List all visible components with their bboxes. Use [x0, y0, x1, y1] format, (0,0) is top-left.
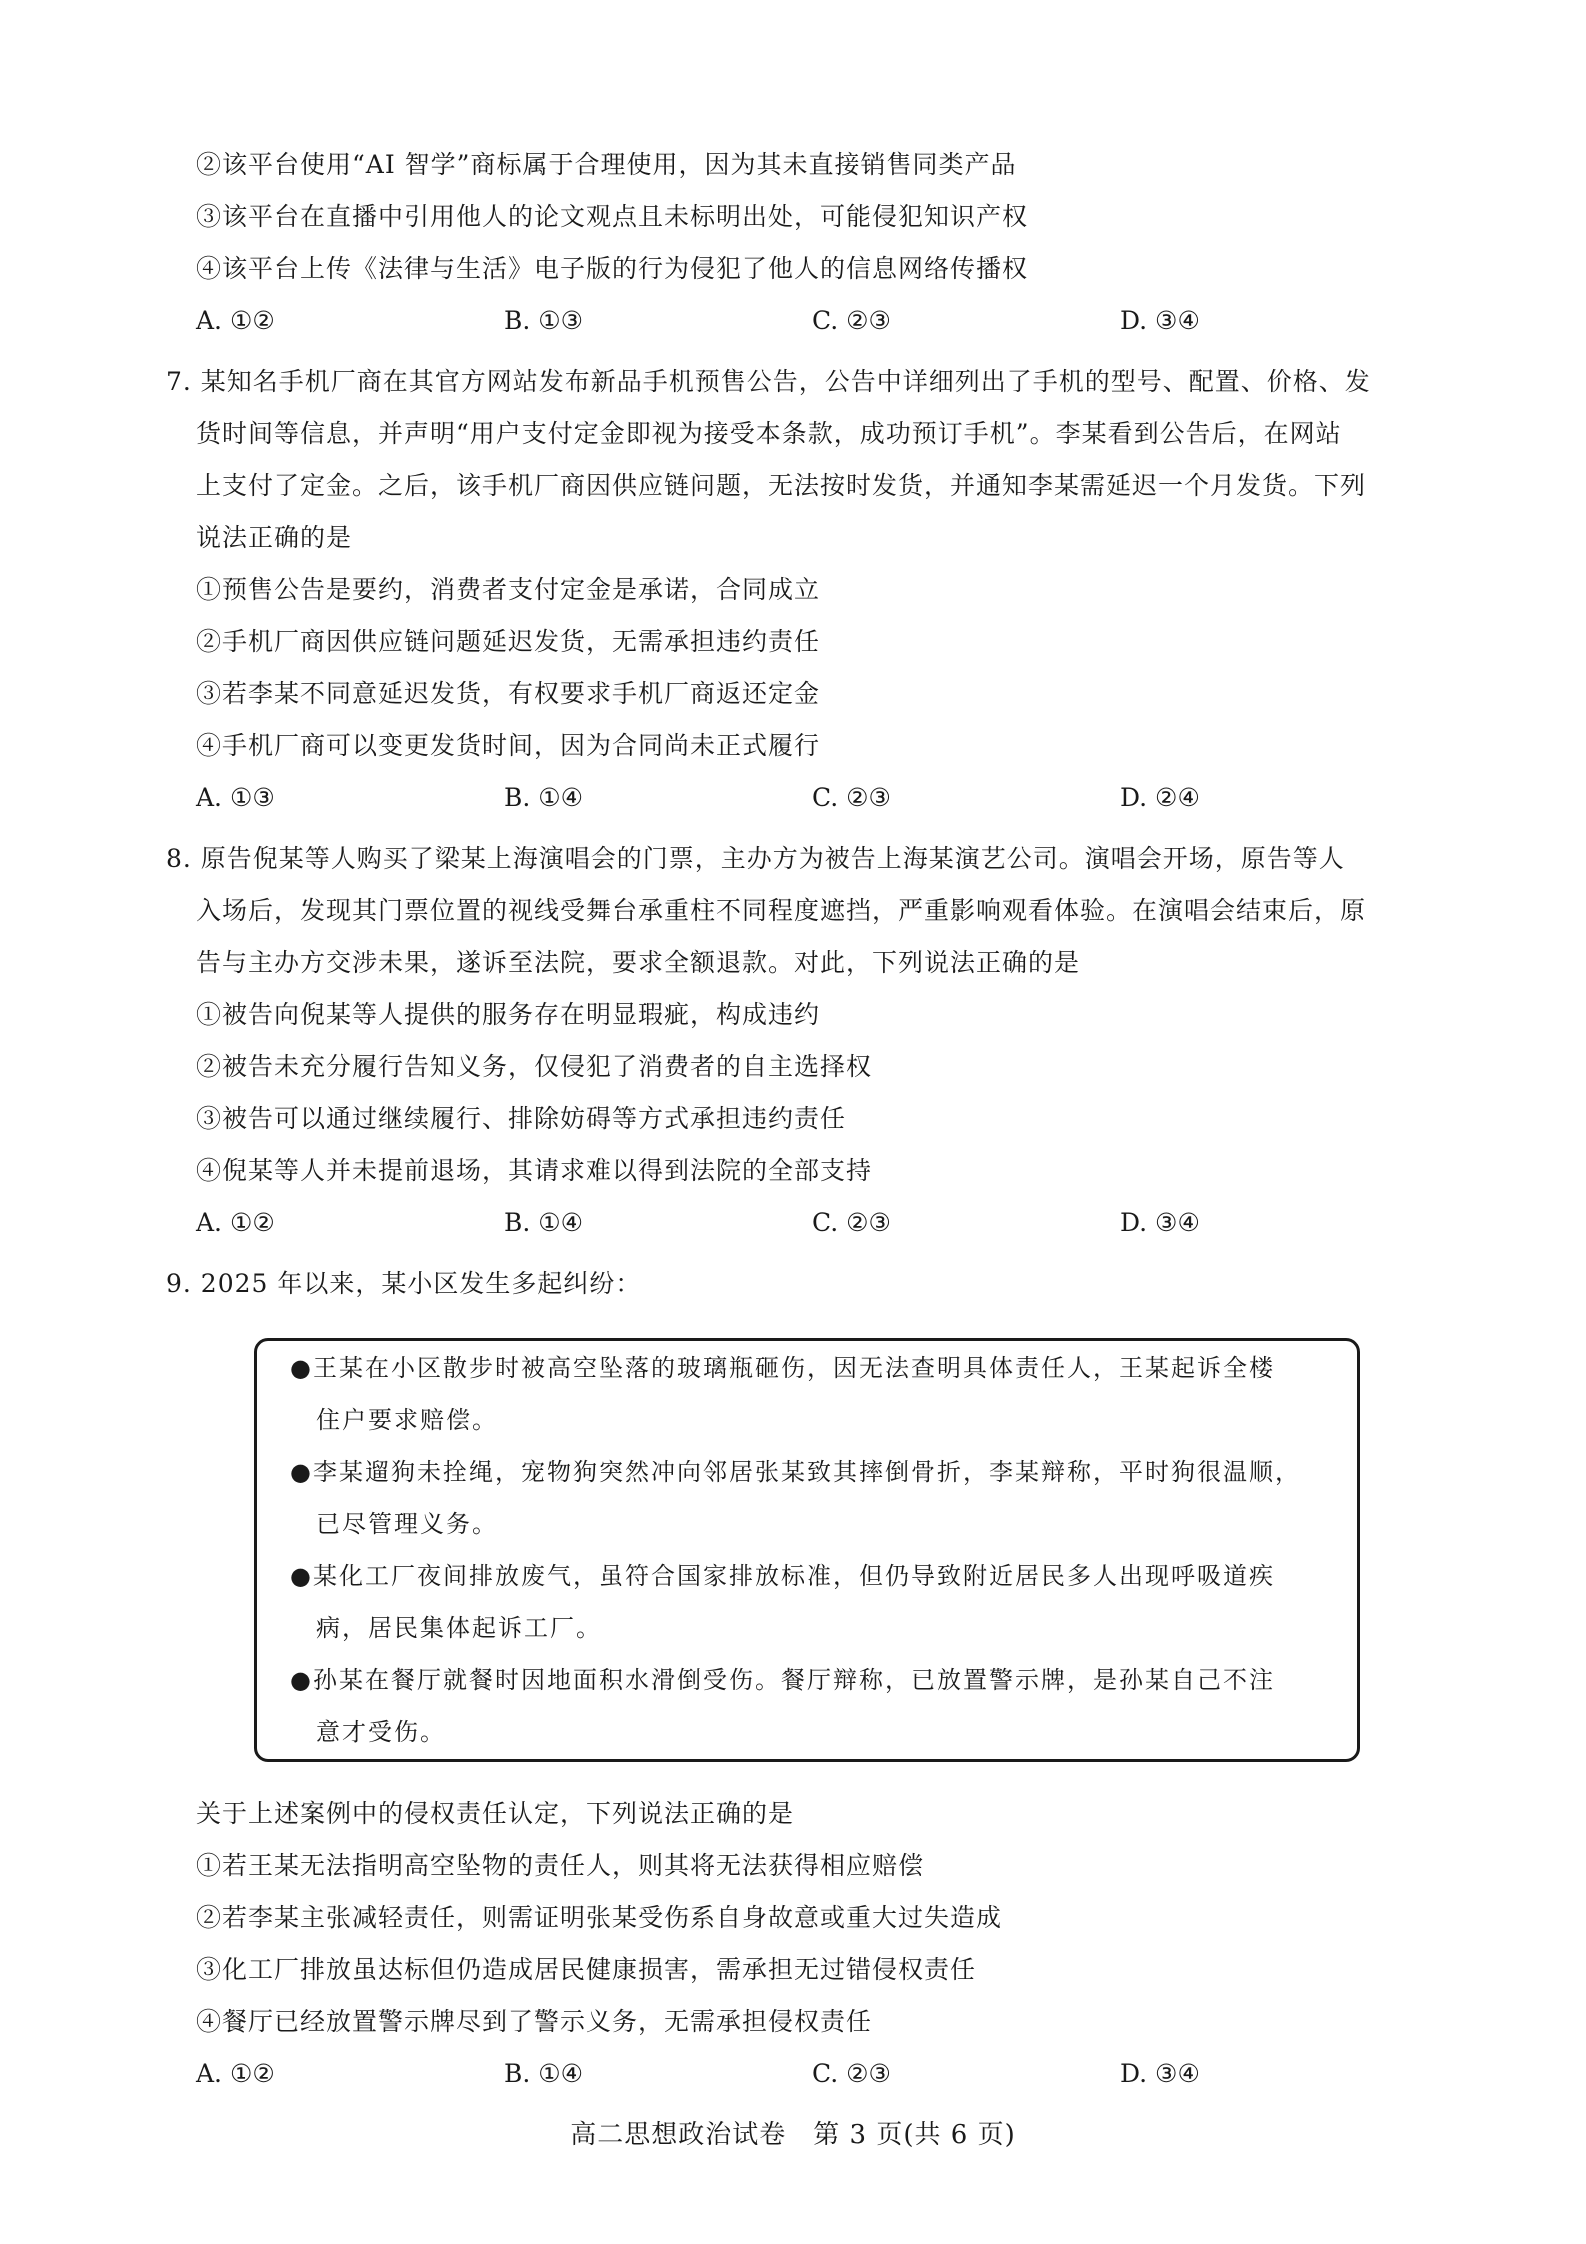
q7-option-d: D. ②④: [1120, 783, 1200, 812]
q9-statement-1: ①若王某无法指明高空坠物的责任人，则其将无法获得相应赔偿: [196, 1851, 925, 1880]
q9-option-b: B. ①④: [504, 2059, 584, 2088]
q9-option-c: C. ②③: [812, 2059, 891, 2088]
q8-stem-line-1: 8. 原告倪某等人购买了梁某上海演唱会的门票，主办方为被告上海某演艺公司。演唱会开场，原告等人: [166, 844, 1345, 873]
q9-options: [196, 2057, 1296, 2091]
q7-statement-3: ③若李某不同意延迟发货，有权要求手机厂商返还定金: [196, 679, 821, 708]
q9-statement-2: ②若李某主张减轻责任，则需证明张某受伤系自身故意或重大过失造成: [196, 1903, 1003, 1932]
q6-option-d: D. ③④: [1120, 306, 1200, 335]
q7-stem-line-2: 货时间等信息，并声明“用户支付定金即视为接受本条款，成功预订手机”。李某看到公告后，在网站: [196, 419, 1342, 448]
q8-statement-2: ②被告未充分履行告知义务，仅侵犯了消费者的自主选择权: [196, 1052, 873, 1081]
q8-option-d: D. ③④: [1120, 1208, 1200, 1237]
q8-statement-4: ④倪某等人并未提前退场，其请求难以得到法院的全部支持: [196, 1156, 873, 1185]
q9-option-d: D. ③④: [1120, 2059, 1200, 2088]
q7-option-b: B. ①④: [504, 783, 584, 812]
q6-option-b: B. ①③: [504, 306, 584, 335]
q7-stem-line-4: 说法正确的是: [196, 523, 353, 552]
q8-option-a: A. ①②: [196, 1208, 275, 1237]
q8-options: [196, 1206, 1296, 1240]
q9-case-3-line-2: 病，居民集体起诉工厂。: [316, 1614, 602, 1642]
q7-option-a: A. ①③: [196, 783, 275, 812]
q9-case-2-line-1: ●李某遛狗未拴绳，宠物狗突然冲向邻居张某致其摔倒骨折，李某辩称，平时狗很温顺，: [290, 1458, 1301, 1486]
q9-case-4-line-2: 意才受伤。: [316, 1718, 446, 1746]
q6-option-a: A. ①②: [196, 306, 275, 335]
q9-case-4-line-1: ●孙某在餐厅就餐时因地面积水滑倒受伤。餐厅辩称，已放置警示牌，是孙某自己不注: [290, 1666, 1275, 1694]
q7-statement-4: ④手机厂商可以变更发货时间，因为合同尚未正式履行: [196, 731, 821, 760]
q6-option-c: C. ②③: [812, 306, 891, 335]
q8-statement-1: ①被告向倪某等人提供的服务存在明显瑕疵，构成违约: [196, 1000, 821, 1029]
page-footer: 高二思想政治试卷 第 3 页(共 6 页): [570, 2120, 1016, 2150]
q9-case-3-line-1: ●某化工厂夜间排放废气，虽符合国家排放标准，但仍导致附近居民多人出现呼吸道疾: [290, 1562, 1275, 1590]
q7-statement-2: ②手机厂商因供应链问题延迟发货，无需承担违约责任: [196, 627, 821, 656]
q7-statement-1: ①预售公告是要约，消费者支付定金是承诺，合同成立: [196, 575, 821, 604]
q9-question: 关于上述案例中的侵权责任认定，下列说法正确的是: [196, 1799, 795, 1828]
q7-option-c: C. ②③: [812, 783, 891, 812]
q6-options: [196, 304, 1296, 338]
q7-stem-line-1: 7. 某知名手机厂商在其官方网站发布新品手机预售公告，公告中详细列出了手机的型号、配置、价格、发: [166, 367, 1371, 396]
q6-statement-2: ②该平台使用“AI 智学”商标属于合理使用，因为其未直接销售同类产品: [196, 150, 1017, 179]
q6-statement-3: ③该平台在直播中引用他人的论文观点且未标明出处，可能侵犯知识产权: [196, 202, 1029, 231]
q7-stem-line-3: 上支付了定金。之后，该手机厂商因供应链问题，无法按时发货，并通知李某需延迟一个月发货。下列: [196, 471, 1367, 500]
q9-case-1-line-2: 住户要求赔偿。: [316, 1406, 498, 1434]
q9-stem: 9. 2025 年以来，某小区发生多起纠纷：: [166, 1269, 642, 1298]
q8-stem-line-2: 入场后，发现其门票位置的视线受舞台承重柱不同程度遮挡，严重影响观看体验。在演唱会结束后，原: [196, 896, 1367, 925]
q9-statement-4: ④餐厅已经放置警示牌尽到了警示义务，无需承担侵权责任: [196, 2007, 873, 2036]
q7-options: [196, 781, 1296, 815]
q8-stem-line-3: 告与主办方交涉未果，遂诉至法院，要求全额退款。对此，下列说法正确的是: [196, 948, 1081, 977]
q9-case-box: [254, 1338, 1360, 1762]
q8-option-c: C. ②③: [812, 1208, 891, 1237]
q9-option-a: A. ①②: [196, 2059, 275, 2088]
q8-option-b: B. ①④: [504, 1208, 584, 1237]
q9-case-1-line-1: ●王某在小区散步时被高空坠落的玻璃瓶砸伤，因无法查明具体责任人，王某起诉全楼: [290, 1354, 1275, 1382]
q8-statement-3: ③被告可以通过继续履行、排除妨碍等方式承担违约责任: [196, 1104, 847, 1133]
q9-statement-3: ③化工厂排放虽达标但仍造成居民健康损害，需承担无过错侵权责任: [196, 1955, 977, 1984]
q6-statement-4: ④该平台上传《法律与生活》电子版的行为侵犯了他人的信息网络传播权: [196, 254, 1029, 283]
q9-case-2-line-2: 已尽管理义务。: [316, 1510, 498, 1538]
